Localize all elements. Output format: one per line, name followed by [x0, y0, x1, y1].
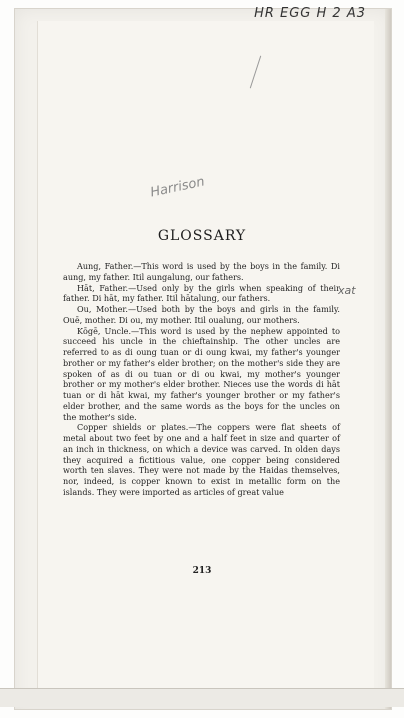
page-number: 213 — [192, 566, 212, 576]
glossary-entry-ou: Ou, Mother.—Used both by the boys and girls in the family. Ouē, mother. Di ou, my mother. Itil oualung, our mothers. — [63, 304, 340, 325]
catalog-number: HR EGG H 2 A3 — [254, 6, 366, 21]
glossary-body — [63, 261, 340, 498]
glossary-entry-copper: Copper shields or plates.—The coppers were flat sheets of metal about two feet by one and a half feet in size and quarter of an inch in thickness, on which a device was carved. In olden days they acquired a fictitious value, one copper being considered worth ten slaves. They were not made by the Haidas themselves, nor, indeed, is copper known to exist in metallic form on the islands. They were imported as articles of great value — [63, 422, 340, 497]
sheet-edge — [385, 9, 391, 709]
page-title: GLOSSARY — [157, 228, 247, 244]
glossary-entry-aung: Aung, Father.—This word is used by the boys in the family. Di aung, my father. Itil aungalung, our fathers. — [63, 261, 340, 282]
glossary-entry-koge: Kōgē, Uncle.—This word is used by the nephew appointed to succeed his uncle in the chieftainship. The other uncles are referred to as di oung tuan or di oung kwai, my father's younger brother or my father's elder brother; on the mother's side they are spoken of as di ou tuan or di ou kwai, my mother's younger brother or my mother's elder brother. Nieces use the words di hāt tuan or di hāt kwai, my father's younger brother or my father's elder brother, and the same words as the boys for the uncles on the mother's side. — [63, 325, 340, 422]
handwritten-name: Harrison — [149, 174, 206, 201]
margin-note: xat — [338, 284, 356, 297]
glossary-entry-hat: Hāt, Father.—Used only by the girls when speaking of their father. Di hāt, my father. Itil hātalung, our fathers. — [63, 282, 340, 304]
bottom-mount-band — [0, 688, 404, 707]
